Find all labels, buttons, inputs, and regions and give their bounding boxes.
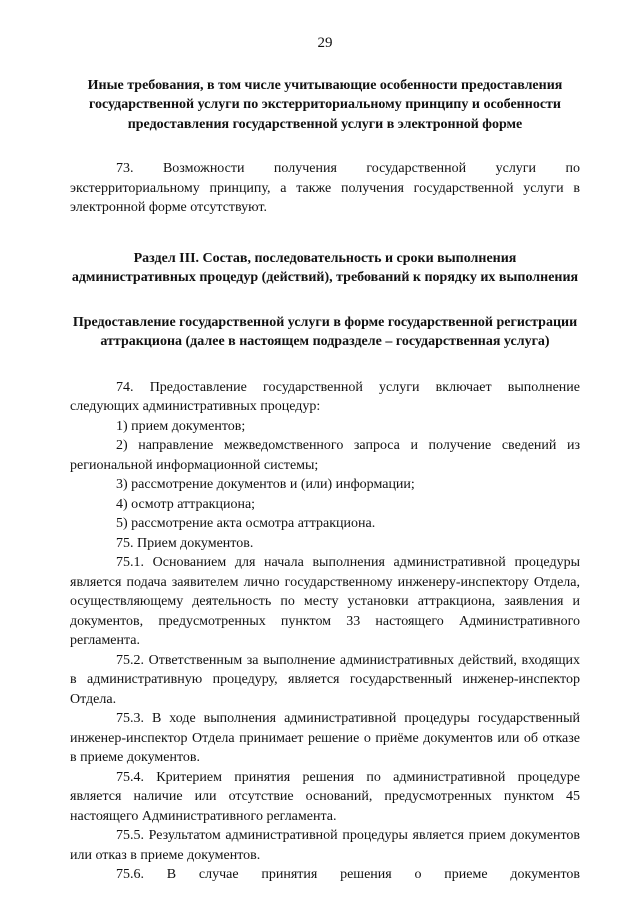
document-page (70, 34, 580, 885)
paragraph-75-6: 75.6. В случае принятия решения о приеме документов (116, 867, 580, 882)
list-item: 1) прием документов; (116, 418, 246, 434)
list-item: 5) рассмотрение акта осмотра аттракциона. (116, 516, 376, 531)
section-heading-other-requirements: Иные требования, в том числе учитывающие особенности предоставления государственной услуги по экстерриториальному принципу и особенности предоставления государственной услуги в электронной форме (87, 77, 563, 132)
paragraph-75-2: 75.2. Ответственным за выполнение административных действий, входящих в административную процедуру, является государственный инженер-инспектор Отдела. (70, 652, 580, 707)
paragraph-75: 75. Прием документов. (116, 535, 254, 551)
list-item: 4) осмотр аттракциона; (116, 496, 256, 512)
paragraph-75-5: 75.5. Результатом административной процедуры является прием документов или отказ в приеме документов. (70, 828, 580, 863)
paragraph-73: 73. Возможности получения государственной услуги по экстерриториальному принципу, а также получения государственной услуги в электронной форме отсутствуют. (70, 161, 580, 215)
paragraph-75-1: 75.1. Основанием для начала выполнения административной процедуры является подача заявителем лично государственному инженеру-инспектору Отдела, осуществляющему деятельность по месту установки аттракциона, заявления и документов, предусмотренных пунктом 33 настоящего Административного регламента. (70, 555, 580, 648)
list-item: 3) рассмотрение документов и (или) информации; (116, 477, 415, 492)
page-number: 29 (317, 35, 333, 51)
paragraph-75-4: 75.4. Критерием принятия решения по административной процедуре является наличие или отсутствие оснований, предусмотренных пунктом 45 настоящего Административного регламента. (70, 769, 580, 824)
subsection-heading-registration: Предоставление государственной услуги в форме государственной регистрации аттракциона (далее в настоящем подразделе – государственная услуга) (72, 314, 578, 349)
section-heading-part-3: Раздел III. Состав, последовательность и сроки выполнения административных процедур (действий), требований к порядку их выполнения (71, 250, 579, 285)
paragraph-75-3: 75.3. В ходе выполнения административной процедуры государственный инженер-инспектор Отдела принимает решение о приёме документов или об отказе в приеме документов. (70, 711, 580, 765)
paragraph-74: 74. Предоставление государственной услуги включает выполнение следующих административных процедур: (70, 379, 580, 414)
list-item: 2) направление межведомственного запроса и получение сведений из региональной информационной системы; (70, 438, 580, 473)
